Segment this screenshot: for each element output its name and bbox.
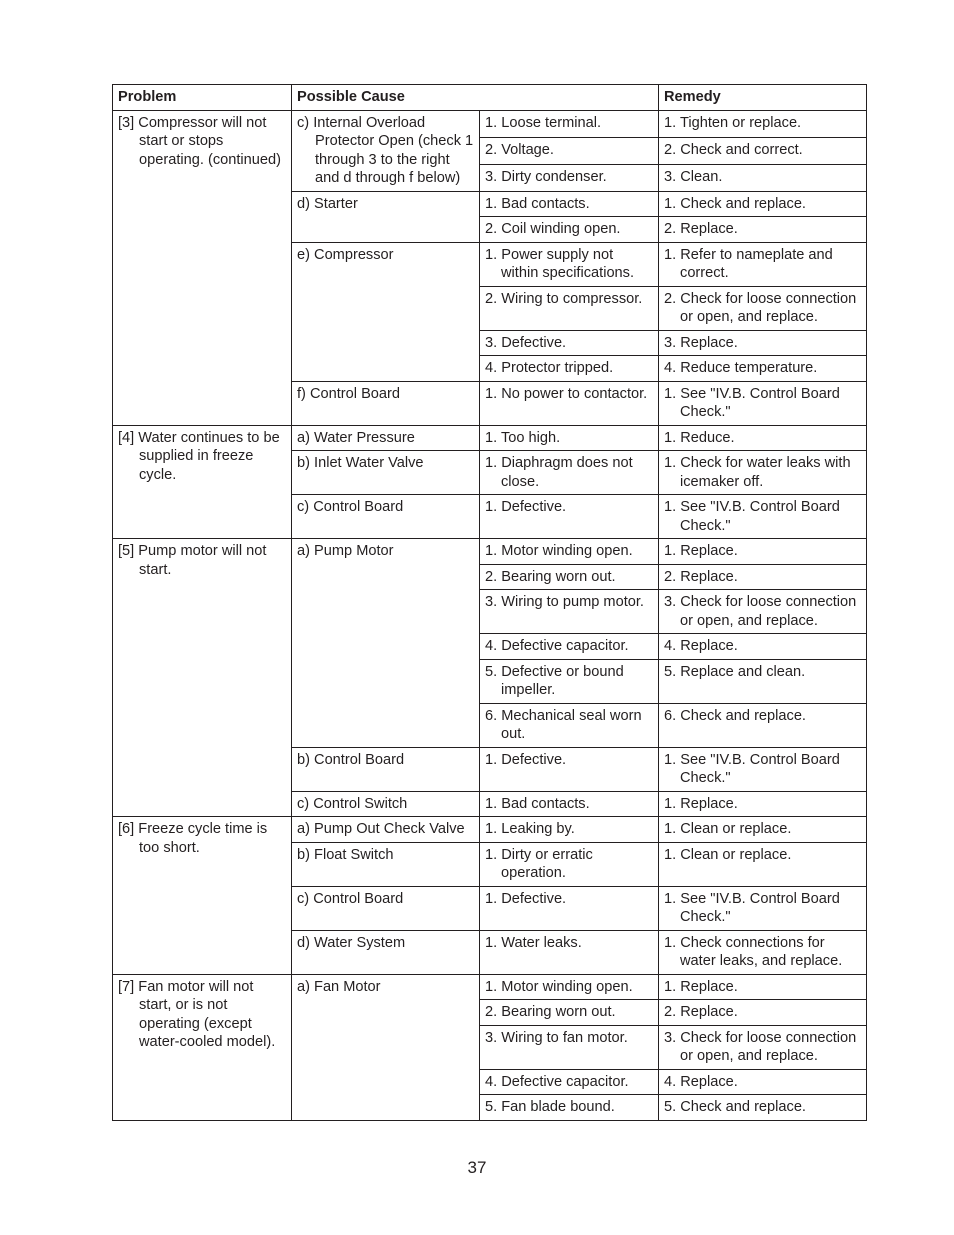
cause-detail-cell: 1. Defective. xyxy=(480,886,659,930)
page-number: 37 xyxy=(467,1158,487,1177)
possible-cause-cell: f) Control Board xyxy=(292,381,480,425)
table-body xyxy=(113,110,867,1120)
remedy-cell: 1. Reduce. xyxy=(659,425,867,451)
possible-cause-cell: a) Fan Motor xyxy=(292,974,480,1120)
cause-detail-cell: 1. Dirty or erratic operation. xyxy=(480,842,659,886)
cause-detail-cell: 2. Voltage. xyxy=(480,137,659,164)
cause-detail-cell: 1. Bad contacts. xyxy=(480,791,659,817)
cause-detail-cell: 2. Bearing worn out. xyxy=(480,564,659,590)
table-row xyxy=(113,974,867,1000)
cause-detail-cell: 2. Bearing worn out. xyxy=(480,1000,659,1026)
cause-detail-cell: 5. Fan blade bound. xyxy=(480,1095,659,1121)
cause-detail-cell: 3. Wiring to pump motor. xyxy=(480,590,659,634)
cause-detail-cell: 4. Defective capacitor. xyxy=(480,634,659,660)
table-header-row xyxy=(113,85,867,111)
remedy-cell: 2. Replace. xyxy=(659,217,867,243)
remedy-cell: 1. Refer to nameplate and correct. xyxy=(659,242,867,286)
cause-detail-cell: 1. Defective. xyxy=(480,747,659,791)
remedy-cell: 5. Replace and clean. xyxy=(659,659,867,703)
possible-cause-cell: d) Water System xyxy=(292,930,480,974)
cause-detail-cell: 1. Motor winding open. xyxy=(480,539,659,565)
cause-detail-cell: 3. Defective. xyxy=(480,330,659,356)
remedy-cell: 1. Check and replace. xyxy=(659,191,867,217)
possible-cause-cell: d) Starter xyxy=(292,191,480,242)
remedy-cell: 1. See "IV.B. Control Board Check." xyxy=(659,747,867,791)
cause-detail-cell: 2. Coil winding open. xyxy=(480,217,659,243)
table-row xyxy=(113,425,867,451)
remedy-cell: 1. See "IV.B. Control Board Check." xyxy=(659,886,867,930)
remedy-cell: 1. Tighten or replace. xyxy=(659,110,867,137)
cause-detail-cell: 3. Dirty condenser. xyxy=(480,164,659,191)
possible-cause-cell: a) Pump Out Check Valve xyxy=(292,817,480,843)
possible-cause-cell: b) Inlet Water Valve xyxy=(292,451,480,495)
cause-detail-cell: 1. Power supply not within specifications. xyxy=(480,242,659,286)
remedy-cell: 2. Check and correct. xyxy=(659,137,867,164)
remedy-cell: 6. Check and replace. xyxy=(659,703,867,747)
remedy-cell: 4. Reduce temperature. xyxy=(659,356,867,382)
remedy-cell: 3. Check for loose connection or open, and replace. xyxy=(659,590,867,634)
cause-detail-cell: 1. Motor winding open. xyxy=(480,974,659,1000)
remedy-cell: 1. Replace. xyxy=(659,974,867,1000)
problem-cell: [4] Water continues to be supplied in freeze cycle. xyxy=(113,425,292,539)
problem-cell: [7] Fan motor will not start, or is not operating (except water-cooled model). xyxy=(113,974,292,1120)
possible-cause-cell: b) Control Board xyxy=(292,747,480,791)
remedy-cell: 1. Replace. xyxy=(659,791,867,817)
remedy-cell: 1. Check for water leaks with icemaker off. xyxy=(659,451,867,495)
remedy-cell: 1. Check connections for water leaks, and replace. xyxy=(659,930,867,974)
cause-detail-cell: 6. Mechanical seal worn out. xyxy=(480,703,659,747)
cause-detail-cell: 1. Defective. xyxy=(480,495,659,539)
remedy-cell: 2. Replace. xyxy=(659,1000,867,1026)
remedy-cell: 1. See "IV.B. Control Board Check." xyxy=(659,381,867,425)
cause-detail-cell: 1. Diaphragm does not close. xyxy=(480,451,659,495)
possible-cause-cell: a) Pump Motor xyxy=(292,539,480,748)
possible-cause-cell: b) Float Switch xyxy=(292,842,480,886)
problem-cell: [6] Freeze cycle time is too short. xyxy=(113,817,292,975)
header-remedy: Remedy xyxy=(659,85,867,111)
remedy-cell: 3. Clean. xyxy=(659,164,867,191)
remedy-cell: 5. Check and replace. xyxy=(659,1095,867,1121)
remedy-cell: 2. Replace. xyxy=(659,564,867,590)
possible-cause-cell: c) Internal Overload Protector Open (check 1 through 3 to the right and d through f below) xyxy=(292,110,480,191)
possible-cause-cell: e) Compressor xyxy=(292,242,480,381)
cause-detail-cell: 1. Leaking by. xyxy=(480,817,659,843)
remedy-cell: 3. Replace. xyxy=(659,330,867,356)
header-possible-cause: Possible Cause xyxy=(292,85,659,111)
remedy-cell: 3. Check for loose connection or open, and replace. xyxy=(659,1025,867,1069)
remedy-cell: 2. Check for loose connection or open, and replace. xyxy=(659,286,867,330)
cause-detail-cell: 4. Protector tripped. xyxy=(480,356,659,382)
cause-detail-cell: 1. Loose terminal. xyxy=(480,110,659,137)
cause-detail-cell: 3. Wiring to fan motor. xyxy=(480,1025,659,1069)
remedy-cell: 1. Replace. xyxy=(659,539,867,565)
cause-detail-cell: 1. No power to contactor. xyxy=(480,381,659,425)
troubleshooting-table xyxy=(112,84,867,1121)
cause-detail-cell: 2. Wiring to compressor. xyxy=(480,286,659,330)
remedy-cell: 1. See "IV.B. Control Board Check." xyxy=(659,495,867,539)
problem-cell: [5] Pump motor will not start. xyxy=(113,539,292,817)
cause-detail-cell: 4. Defective capacitor. xyxy=(480,1069,659,1095)
remedy-cell: 4. Replace. xyxy=(659,1069,867,1095)
problem-cell: [3] Compressor will not start or stops operating. (continued) xyxy=(113,110,292,425)
possible-cause-cell: c) Control Switch xyxy=(292,791,480,817)
possible-cause-cell: c) Control Board xyxy=(292,495,480,539)
cause-detail-cell: 1. Bad contacts. xyxy=(480,191,659,217)
table-row xyxy=(113,110,867,137)
possible-cause-cell: c) Control Board xyxy=(292,886,480,930)
remedy-cell: 4. Replace. xyxy=(659,634,867,660)
remedy-cell: 1. Clean or replace. xyxy=(659,817,867,843)
header-problem: Problem xyxy=(113,85,292,111)
cause-detail-cell: 1. Water leaks. xyxy=(480,930,659,974)
cause-detail-cell: 5. Defective or bound impeller. xyxy=(480,659,659,703)
remedy-cell: 1. Clean or replace. xyxy=(659,842,867,886)
possible-cause-cell: a) Water Pressure xyxy=(292,425,480,451)
table-row xyxy=(113,539,867,565)
cause-detail-cell: 1. Too high. xyxy=(480,425,659,451)
table-row xyxy=(113,817,867,843)
